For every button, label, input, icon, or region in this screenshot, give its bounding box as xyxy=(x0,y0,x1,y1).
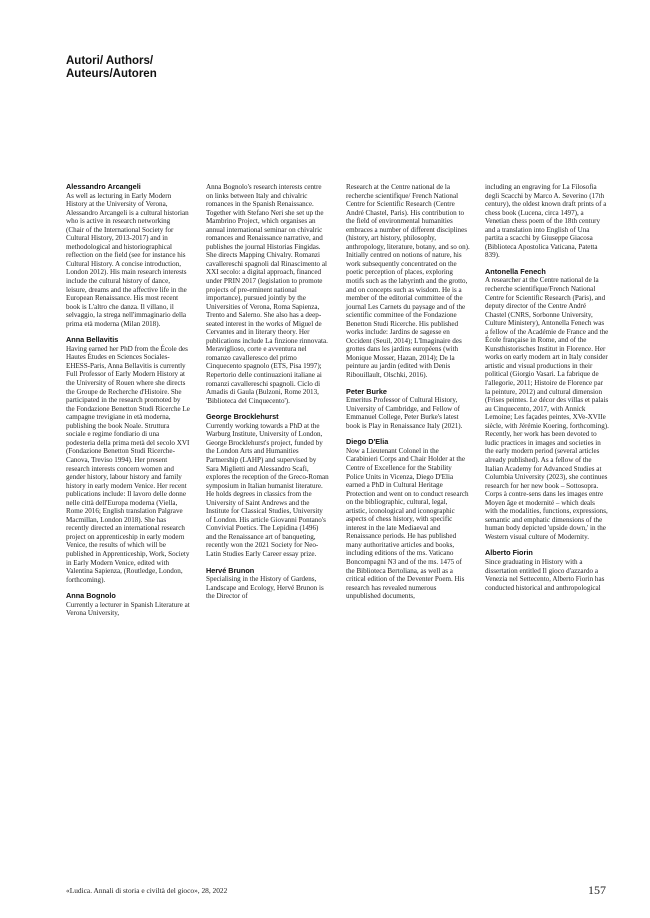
author-biography: Having earned her PhD from the École des Hautes Études en Sciences Sociales-EHESS-Paris, Anna Bellavitis is currently Full Professor of Early Modern History at the University of Rouen where she directs the Groupe de Recherche d'Histoire. She participated in the research promoted by the Fondazione Benetton Studi Ricerche Le campagne trevigiane in età moderna, publishing the book Noale. Struttura sociale e regime fondiario di una podesteria della prima metà del secolo XVI (Fondazione Benetton Studi Ricerche-Canova, Treviso 1994). Her present research interests concern women and gender history, labour history and family history in early modern Venice. Her recent publications include: Il lavoro delle donne nelle città dell'Europa moderna (Viella, Rome 2016; English translation Palgrave Macmillan, London 2018). She has recently directed an international research project on apprenticeship in early modern Venice, the results of which will be published in Apprenticeship, Work, Society in Early Modern Venice, edited with Valentina Sapienza, (Routledge, London, forthcoming). xyxy=(66,344,190,584)
page-number: 157 xyxy=(588,883,606,897)
author-name: Anna Bellavitis xyxy=(66,335,119,345)
author-name: Diego D'Elia xyxy=(346,437,389,447)
author-biography: Specialising in the History of Gardens, Landscape and Ecology, Hervé Brunon is the Director of xyxy=(206,575,324,601)
section-heading xyxy=(66,55,157,81)
author-name: Peter Burke xyxy=(346,386,387,396)
heading-line-2: Auteurs/Autoren xyxy=(66,68,157,80)
author-biography: Currently working towards a PhD at the Warburg Institute, University of London, George Brocklehurst's project, funded by the London Arts and Humanities Partnership (LAHP) and supervised by Sara Miglietti and Alessandro Scafi, explores the reception of the Greco-Roman symposium in Italian humanist literature. He holds degrees in classics from the University of Saint Andrews and the Institute for Classical Studies, University of London. His article Giovanni Pontano's Convivial Poetics. The Lepidina (1496) and the Renaissance art of banqueting, recently won the 2021 Society for Neo-Latin Studies Early Career essay prize. xyxy=(206,421,329,558)
column-1 xyxy=(66,183,190,618)
column-4 xyxy=(485,183,609,592)
author-name: Antonella Fenech xyxy=(485,266,546,276)
biography-columns xyxy=(66,183,607,873)
author-biography: Anna Bognolo's research interests centre on links between Italy and chivalric romances in the Spanish Renaissance. Together with Stefano Neri she set up the Mambrino Project, which organises an annual international seminar on chivalric romances and Renaissance narrative, and publishes the journal Historias Fingidas. She directs Mapping Chivalry. Romanzi cavallereschi spagnoli dal Rinascimento al XXI secolo: a digital approach, financed under PRIN 2017 (legislation to promote projects of pre-eminent national importance), pursued jointly by the Universities of Verona, Roma Sapienza, Trento and Salerno. She also has a deep-seated interest in the works of Miguel de Cervantes and in literary theory. Her publications include La finzione rinnovata. Meraviglioso, corte e avventura nel romanzo cavalleresco del primo Cinquecento spagnolo (ETS, Pisa 1997); Repertorio delle continuazioni italiane ai romanzi cavallereschi spagnoli. Ciclo di Amadis di Gaula (Bulzoni, Rome 2013, 'Biblioteca del Cinquecento'). xyxy=(206,183,328,405)
author-biography: Emeritus Professor of Cultural History, University of Cambridge, and Fellow of Emmanuel College, Peter Burke's latest book is Play in Renaissance Italy (2021). xyxy=(346,396,463,430)
author-name: Alberto Fiorin xyxy=(485,548,533,558)
author-biography: A researcher at the Centre national de la recherche scientifique/French National Centre for Scientific Research (Paris), and deputy director of the Centre André Chastel (CNRS, Sorbonne University, Culture Ministery), Antonella Fenech was a fellow of the Académie de France and the École française in Rome, and of the Kunsthistorisches Institut in Florence. Her works on early modern art in Italy consider artistic and visual productions in their political (Giorgio Vasari. La fabrique de l'allegorie, 2011; Histoire de Florence par la peinture, 2012) and cultural dimension (Frises peintes. Le décor des villas et palais au Cinquecento, 2017, with Annick Lemoine; Les façades peintes, XVe-XVIIe siècle, with Jérémie Koering, forthcoming). Recently, her work has been devoted to ludic practices in images and societies in the early modern period (several articles already published). As a fellow of the Italian Academy for Advanced Studies at Columbia University (2023), she continues research for her new book – Sottosopra. Corps à contre-sens dans les images entre Moyen âge et modernité – which deals with the modalities, functions, expressions, semantic and emphatic dimensions of the human body depicted 'upside down,' in the Western visual culture of Modernity. xyxy=(485,276,609,541)
heading-line-1: Autori/ Authors/ xyxy=(66,55,154,67)
journal-citation: «Ludica. Annali di storia e civiltà del gioco», 28, 2022 xyxy=(66,886,228,895)
column-3 xyxy=(346,183,470,601)
author-biography: Now a Lieutenant Colonel in the Carabinieri Corps and Chair Holder at the Centre of Excellence for the Stability Police Units in Vicenza, Diego D'Elia earned a PhD in Cultural Heritage Protection and went on to conduct research on the bibliographic, cultural, legal, artistic, iconological and iconographic aspects of chess history, with specific interest in the late Mediaeval and Renaissance periods. He has published many authoritative articles and books, including editions of the ms. Vaticano Boncompagni N3 and of the ms. 1475 of the Biblioteca Bertoliana, as well as a critical edition of the Deventer Poem. His research has revealed numerous unpublished documents, xyxy=(346,446,469,601)
author-name: George Brocklehurst xyxy=(206,412,279,422)
author-name: Anna Bognolo xyxy=(66,591,116,601)
author-name: Hervé Brunon xyxy=(206,565,255,575)
author-biography: Research at the Centre national de la recherche scientifique/ French National Centre for Scientific Research (Centre André Chastel, Paris). His contribution to the field of environmental humanities embraces a number of different disciplines (history, art history, philosophy, anthropology, literature, botany, and so on). Initially centred on notions of nature, his work subsequently concentrated on the poetic perception of places, exploring motifs such as the labyrinth and the grotto, and on concepts such as wisdom. He is a member of the editorial committee of the journal Les Carnets du paysage and of the scientific committee of the Fondazione Benetton Studi Ricerche. His published works include: Jardins de sagesse en Occident (Seuil, 2014); L'Imaginaire des grottes dans les jardins européens (with Monique Mosser, Hazan, 2014); De la peinture au jardin (edited with Denis Ribouillault, Olschki, 2016). xyxy=(346,183,470,380)
column-2 xyxy=(206,183,330,601)
author-biography: including an engraving for La Filosofia degli Scacchi by Marco A. Severino (17th century), the oldest known draft prints of a chess book (Lucena, circa 1497), a Venetian chess poem of the 18th century and a translation into English of Una partita a scacchi by Giuseppe Giacosa (Biblioteca Apostolica Vaticana, Patetta 839). xyxy=(485,183,607,260)
author-biography: As well as lecturing in Early Modern History at the University of Verona, Alessandro Arcangeli is a cultural historian who is active in research networking (Chair of the International Society for Cultural History, 2013-2017) and in methodological and historiographical reflection on the field (see for instance his Cultural History. A concise introduction, London 2012). His main research interests include the cultural history of dance, leisure, dreams and the affective life in the European Renaissance. His most recent book is L'altro che danza. Il villano, il selvaggio, la strega nell'immaginario della prima età moderna (Milan 2018). xyxy=(66,191,189,328)
author-name: Alessandro Arcangeli xyxy=(66,182,141,191)
author-biography: Since graduating in History with a dissertation entitled Il gioco d'azzardo a Venezia nel Settecento, Alberto Fiorin has conducted historical and anthropological xyxy=(485,557,605,592)
author-biography: Currently a lecturer in Spanish Literature at Verona University, xyxy=(66,600,190,618)
